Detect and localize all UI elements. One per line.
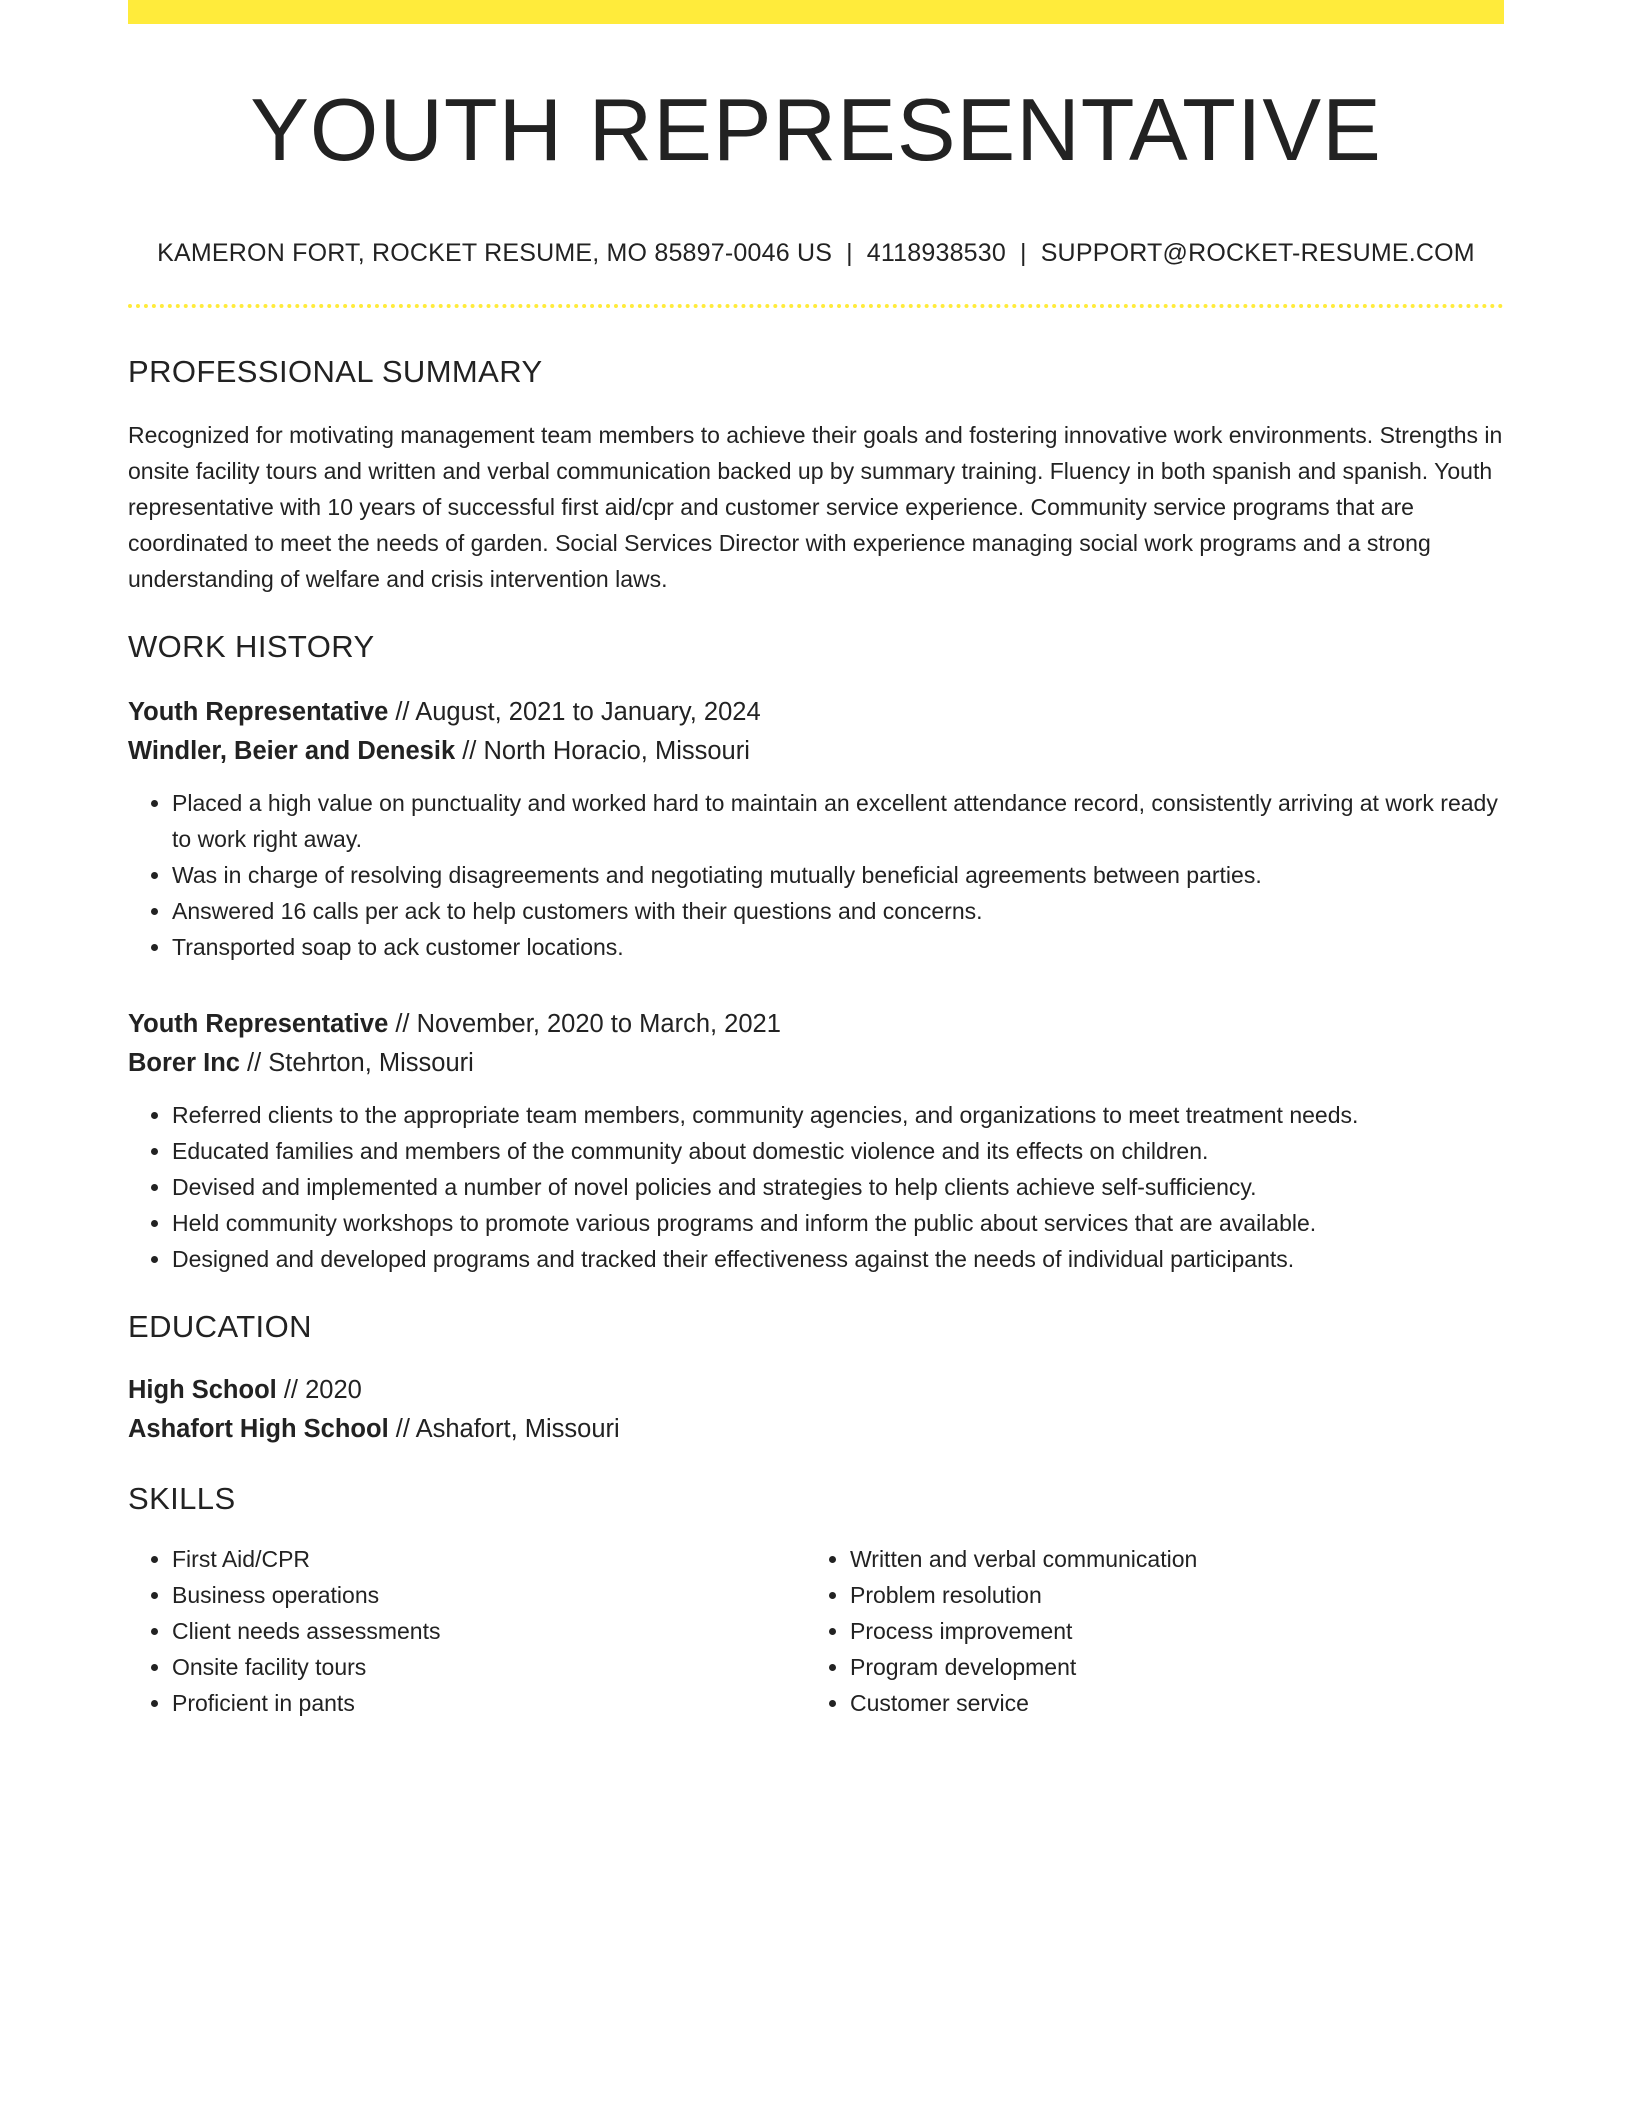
skill-item: • Onsite facility tours — [172, 1649, 806, 1685]
education-school-line — [128, 1410, 1504, 1449]
job-role: Youth Representative — [128, 697, 389, 726]
skills-list-right — [806, 1541, 1484, 1721]
contact-email: SUPPORT@ROCKET-RESUME.COM — [1040, 238, 1475, 267]
contact-phone: 4118938530 — [866, 238, 1006, 267]
skill-item: • Program development — [850, 1649, 1484, 1685]
header-divider — [128, 304, 1504, 308]
job-role: Youth Representative — [128, 1009, 389, 1038]
job-location: // Stehrton, Missouri — [239, 1048, 474, 1077]
skill-item: • Problem resolution — [850, 1577, 1484, 1613]
skill-item: • Process improvement — [850, 1613, 1484, 1649]
skill-item: • First Aid/CPR — [172, 1541, 806, 1577]
job-bullet-list — [128, 1097, 1504, 1277]
education-degree-line — [128, 1371, 1504, 1410]
skills-grid — [128, 1541, 1504, 1721]
contact-separator: | — [1019, 238, 1027, 267]
job-bullet: • Devised and implemented a number of novel policies and strategies to help clients achieve self-sufficiency. — [172, 1169, 1504, 1205]
job-bullet: • Answered 16 calls per ack to help customers with their questions and concerns. — [172, 893, 1504, 929]
education-heading: EDUCATION — [128, 1308, 312, 1344]
summary-text: Recognized for motivating management team members to achieve their goals and fostering innovative work environments. Strengths in onsite facility tours and written and verbal communication backed up by summary training. Fluency in both spanish and spanish. Youth representative with 10 years of successful first aid/cpr and customer service experience. Community service programs that are coordinated to meet the needs of garden. Social Services Director with experience managing social work programs and a strong understanding of welfare and crisis intervention laws. — [128, 421, 1503, 592]
job-role-line — [128, 1005, 1504, 1044]
job-company-line — [128, 732, 1504, 771]
skills-heading: SKILLS — [128, 1480, 236, 1516]
job-bullet-list — [128, 785, 1504, 965]
skill-item: • Business operations — [172, 1577, 806, 1613]
job-bullet: • Placed a high value on punctuality and worked hard to maintain an excellent attendance record, consistently arriving at work ready to work right away. — [172, 785, 1504, 857]
job-bullet: • Educated families and members of the community about domestic violence and its effects on children. — [172, 1133, 1504, 1169]
contact-separator: | — [846, 238, 853, 267]
resume-page — [128, 0, 1504, 1721]
job-role-line — [128, 693, 1504, 732]
job-company: Windler, Beier and Denesik — [128, 736, 456, 765]
work-history-heading: WORK HISTORY — [128, 628, 375, 664]
job-entry — [128, 693, 1504, 965]
education-location: // Ashafort, Missouri — [388, 1414, 620, 1443]
education-year: // 2020 — [276, 1375, 362, 1404]
job-bullet: • Held community workshops to promote various programs and inform the public about services that are available. — [172, 1205, 1504, 1241]
skill-item: • Customer service — [850, 1685, 1484, 1721]
education-entry — [128, 1371, 1504, 1449]
job-entry — [128, 1005, 1504, 1277]
job-bullet: • Transported soap to ack customer locations. — [172, 929, 1504, 965]
skill-item: • Proficient in pants — [172, 1685, 806, 1721]
job-bullet: • Was in charge of resolving disagreements and negotiating mutually beneficial agreements between parties. — [172, 857, 1504, 893]
job-dates: // November, 2020 to March, 2021 — [388, 1009, 781, 1038]
job-bullet: • Designed and developed programs and tracked their effectiveness against the needs of individual participants. — [172, 1241, 1504, 1277]
skill-item: • Written and verbal communication — [850, 1541, 1484, 1577]
job-dates: // August, 2021 to January, 2024 — [388, 697, 761, 726]
contact-line — [128, 239, 1504, 268]
job-company: Borer Inc — [128, 1048, 240, 1077]
skills-list-left — [128, 1541, 806, 1721]
education-degree: High School — [128, 1375, 277, 1404]
education-school: Ashafort High School — [128, 1414, 389, 1443]
top-accent-bar — [128, 0, 1504, 24]
job-bullet: • Referred clients to the appropriate team members, community agencies, and organizations to meet treatment needs. — [172, 1097, 1504, 1133]
skill-item: • Client needs assessments — [172, 1613, 806, 1649]
job-location: // North Horacio, Missouri — [455, 736, 750, 765]
job-company-line — [128, 1044, 1504, 1083]
contact-address: KAMERON FORT, ROCKET RESUME, MO 85897-0046 US — [157, 238, 833, 267]
summary-heading: PROFESSIONAL SUMMARY — [128, 353, 543, 389]
resume-title: YOUTH REPRESENTATIVE — [250, 80, 1382, 179]
